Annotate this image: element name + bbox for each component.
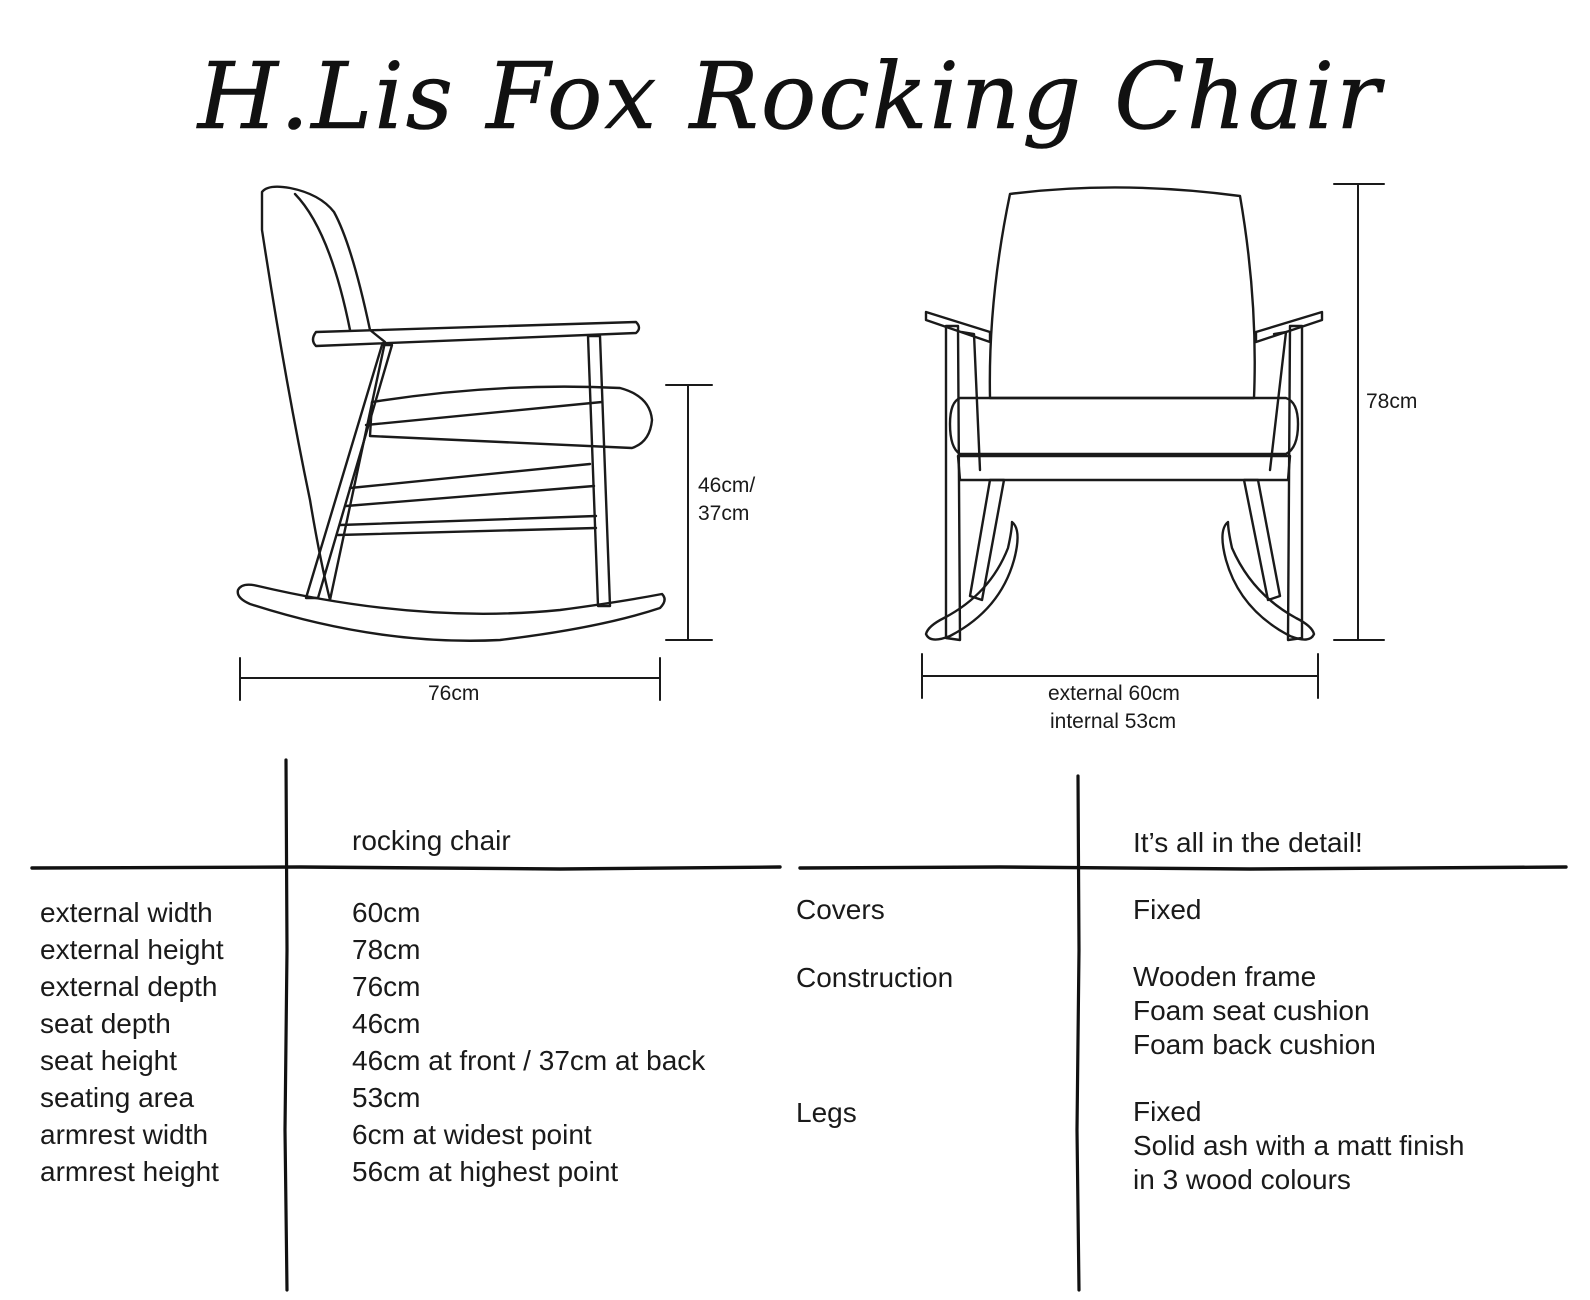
detail-values-legs xyxy=(1133,1095,1465,1197)
side-stretcher-lower2 xyxy=(338,528,596,535)
title-svg xyxy=(0,0,1590,190)
grid-hline-left xyxy=(32,867,780,869)
front-right-leg xyxy=(1244,480,1280,600)
spec-label-seating-area: seating area xyxy=(40,1082,195,1113)
spec-value-seat-height: 46cm at front / 37cm at back xyxy=(352,1045,706,1076)
front-right-post xyxy=(1288,326,1302,640)
grid-vline-right xyxy=(1077,776,1079,1290)
spec-label-external-height: external height xyxy=(40,934,224,965)
side-rear-post xyxy=(306,345,392,598)
spec-table-header: rocking chair xyxy=(352,825,511,856)
detail-value-legs-2: Solid ash with a matt finish xyxy=(1133,1130,1465,1161)
front-view-chair xyxy=(926,187,1322,640)
spec-value-external-height: 78cm xyxy=(352,934,421,965)
detail-label-covers: Covers xyxy=(796,894,885,925)
front-dimension-lines xyxy=(922,184,1384,698)
detail-value-covers: Fixed xyxy=(1133,894,1202,925)
spec-value-armrest-width: 6cm at widest point xyxy=(352,1119,592,1150)
side-height-label-2: 37cm xyxy=(698,502,750,525)
detail-value-legs-1: Fixed xyxy=(1133,1096,1202,1127)
front-left-post xyxy=(946,326,960,640)
side-width-label: 76cm xyxy=(428,682,480,705)
side-armrest xyxy=(313,322,639,346)
spec-value-seating-area: 53cm xyxy=(352,1082,421,1113)
detail-label-construction: Construction xyxy=(796,962,954,993)
spec-value-external-depth: 76cm xyxy=(352,971,421,1002)
front-right-post-back xyxy=(1270,332,1286,470)
side-rocker xyxy=(238,585,665,641)
page-title: H.Lis Fox Rocking Chair xyxy=(197,43,1383,150)
front-height-label: 78cm xyxy=(1366,390,1418,413)
detail-value-construction-2: Foam seat cushion xyxy=(1133,995,1370,1026)
front-left-post-back xyxy=(962,332,980,470)
title-area xyxy=(0,0,1590,190)
detail-values-construction xyxy=(1133,960,1376,1062)
side-stretcher-upper xyxy=(350,464,590,488)
side-stretcher-lower xyxy=(340,516,596,525)
front-width-label-1: external 60cm xyxy=(1048,682,1180,705)
side-seat xyxy=(370,387,652,448)
drawings-area xyxy=(0,170,1590,750)
side-seat-rail xyxy=(366,402,602,425)
detail-value-legs-3: in 3 wood colours xyxy=(1133,1164,1351,1195)
front-seat xyxy=(950,398,1298,454)
spec-label-armrest-height: armrest height xyxy=(40,1156,219,1187)
spec-value-armrest-height: 56cm at highest point xyxy=(352,1156,619,1187)
detail-label-legs: Legs xyxy=(796,1097,857,1128)
grid-hline-right xyxy=(800,867,1566,869)
spec-label-armrest-width: armrest width xyxy=(40,1119,209,1150)
spec-value-seat-depth: 46cm xyxy=(352,1008,421,1039)
spec-label-seat-depth: seat depth xyxy=(40,1008,171,1039)
detail-value-construction-3: Foam back cushion xyxy=(1133,1029,1376,1060)
detail-table-header: It’s all in the detail! xyxy=(1133,827,1363,858)
spec-label-external-depth: external depth xyxy=(40,971,218,1002)
spec-label-seat-height: seat height xyxy=(40,1045,177,1076)
front-base-rail xyxy=(958,456,1290,480)
front-backrest xyxy=(990,187,1255,398)
side-dimension-lines xyxy=(240,385,712,700)
spec-grid xyxy=(0,750,1590,1300)
grid-vline-left xyxy=(285,760,287,1290)
side-stretcher-upper2 xyxy=(346,486,594,506)
chair-drawings-svg xyxy=(0,170,1590,750)
front-left-leg xyxy=(970,480,1004,600)
side-front-post xyxy=(588,336,610,606)
spec-label-external-width: external width xyxy=(40,897,213,928)
front-width-label-2: internal 53cm xyxy=(1050,710,1177,733)
spec-value-external-width: 60cm xyxy=(352,897,421,928)
detail-value-construction-1: Wooden frame xyxy=(1133,961,1317,992)
side-backrest-inner xyxy=(295,194,350,330)
side-view-chair xyxy=(238,187,665,641)
side-height-label-1: 46cm/ xyxy=(698,474,756,497)
